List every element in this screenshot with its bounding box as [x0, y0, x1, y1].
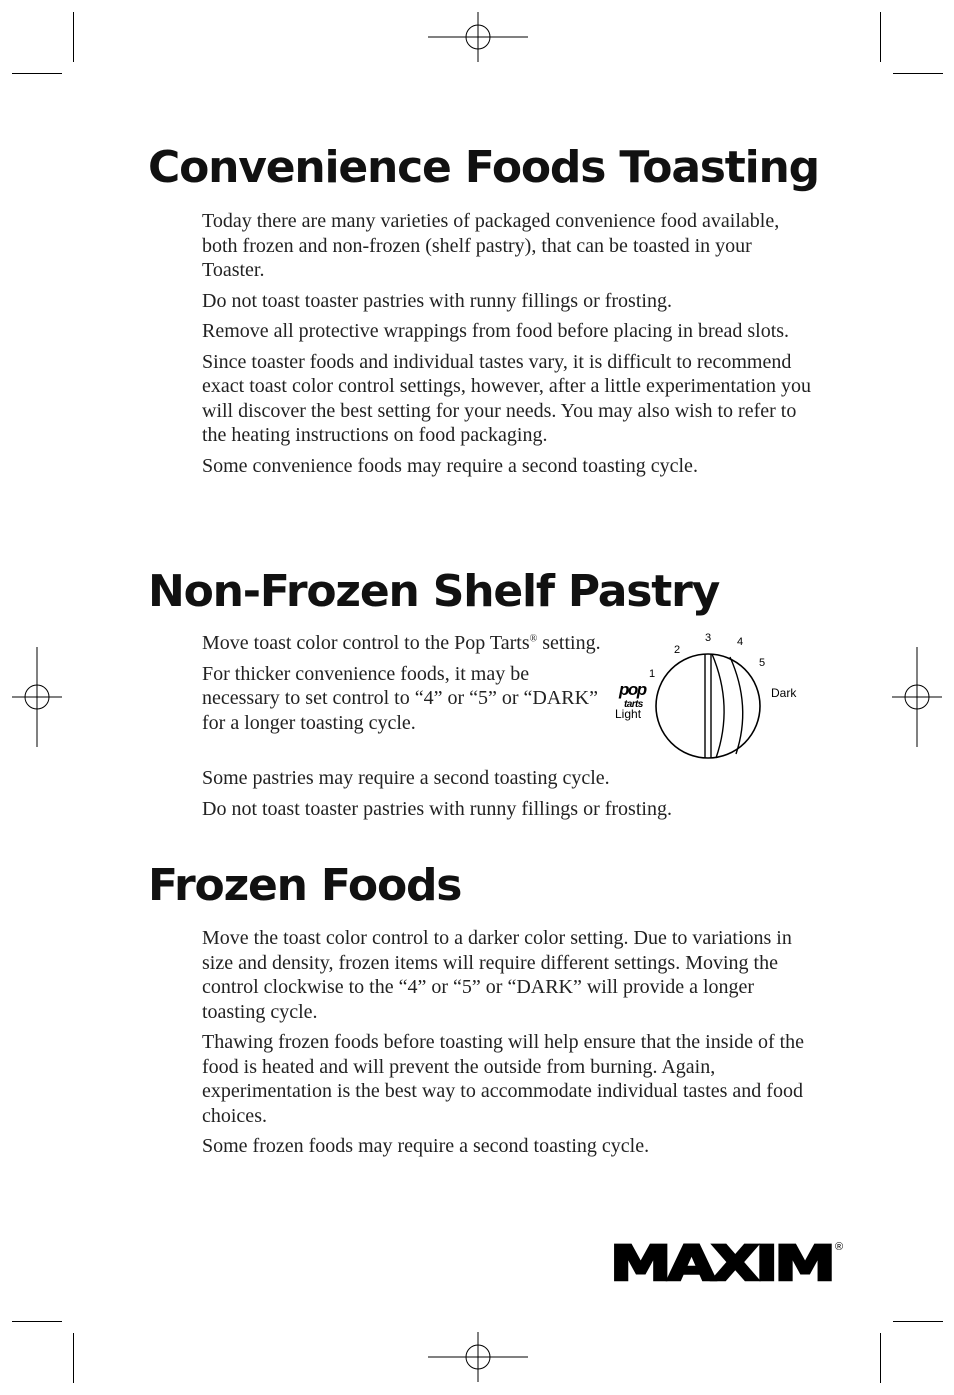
paragraph-text: Move toast color control to the Pop Tarts [202, 632, 530, 654]
registered-mark: ® [835, 1241, 844, 1253]
registration-mark-icon [892, 647, 942, 747]
dial-number-5: 5 [759, 657, 766, 669]
svg-text:tarts: tarts [624, 699, 643, 710]
paragraph: Do not toast toaster pastries with runny fillings or frosting. [202, 289, 672, 312]
dial-number-1: 1 [649, 668, 656, 680]
crop-mark [12, 73, 62, 74]
section-title-frozen-foods: Frozen Foods [148, 860, 462, 911]
paragraph: For thicker convenience foods, it may be necessary to set control to “4” or “5” or “DARK” for a longer toasting cycle. [202, 662, 598, 734]
pop-tarts-logo-icon [618, 680, 647, 710]
section-body-convenience-foods [202, 209, 812, 484]
crop-mark [880, 12, 881, 62]
paragraph: Move the toast color control to a darker color setting. Due to variations in size and density, frozen items will require different settings. Moving the control clockwise to the “4” or “5” or “DARK” will provide a longer toasting cycle. [202, 927, 792, 1023]
paragraph: Since toaster foods and individual tastes vary, it is difficult to recommend exact toast color control settings, however, after a little experimentation you will discover the best setting for your needs. You may also wish to refer to the heating instructions on food packaging. [202, 350, 811, 446]
dial-label-light: Light [615, 707, 642, 721]
registration-mark-icon [428, 12, 528, 62]
paragraph: Do not toast toaster pastries with runny fillings or frosting. [202, 797, 672, 820]
svg-text:pop: pop [619, 680, 646, 699]
dial-number-3: 3 [705, 632, 712, 644]
maxim-logo-text: MAXIM [610, 1236, 832, 1288]
crop-mark [880, 1333, 881, 1383]
dial-number-2: 2 [674, 644, 681, 656]
section-body-non-frozen-pastry-cont [202, 766, 812, 827]
toast-color-dial [612, 628, 812, 763]
crop-mark [12, 1321, 62, 1322]
paragraph: Thawing frozen foods before toasting will help ensure that the inside of the food is heated and will prevent the outside from burning. Again, experimentation is the best way to accommodate individual tastes and food choices. [202, 1031, 805, 1127]
paragraph: Some convenience foods may require a second toasting cycle. [202, 454, 698, 477]
dial-number-4: 4 [737, 636, 744, 648]
registration-mark-icon [428, 1332, 528, 1382]
crop-mark [73, 12, 74, 62]
paragraph [202, 631, 602, 656]
maxim-logo [608, 1236, 848, 1288]
paragraph-text: setting. [542, 632, 601, 654]
section-title-convenience-foods: Convenience Foods Toasting [148, 142, 819, 193]
paragraph: Today there are many varieties of packaged convenience food available, both frozen and non-frozen (shelf pastry), that can be toasted in your Toaster. [202, 210, 780, 281]
dial-knob [656, 654, 760, 758]
paragraph: Remove all protective wrappings from food before placing in bread slots. [202, 320, 790, 342]
registration-mark-icon [12, 647, 62, 747]
registered-mark: ® [529, 633, 538, 645]
crop-mark [893, 1321, 943, 1322]
section-title-non-frozen-pastry: Non-Frozen Shelf Pastry [148, 566, 720, 617]
paragraph: Some pastries may require a second toasting cycle. [202, 767, 610, 789]
paragraph: Some frozen foods may require a second toasting cycle. [202, 1135, 650, 1157]
dial-label-dark: Dark [771, 686, 797, 700]
crop-mark [73, 1333, 74, 1383]
section-body-frozen-foods [202, 926, 812, 1165]
crop-mark [893, 73, 943, 74]
